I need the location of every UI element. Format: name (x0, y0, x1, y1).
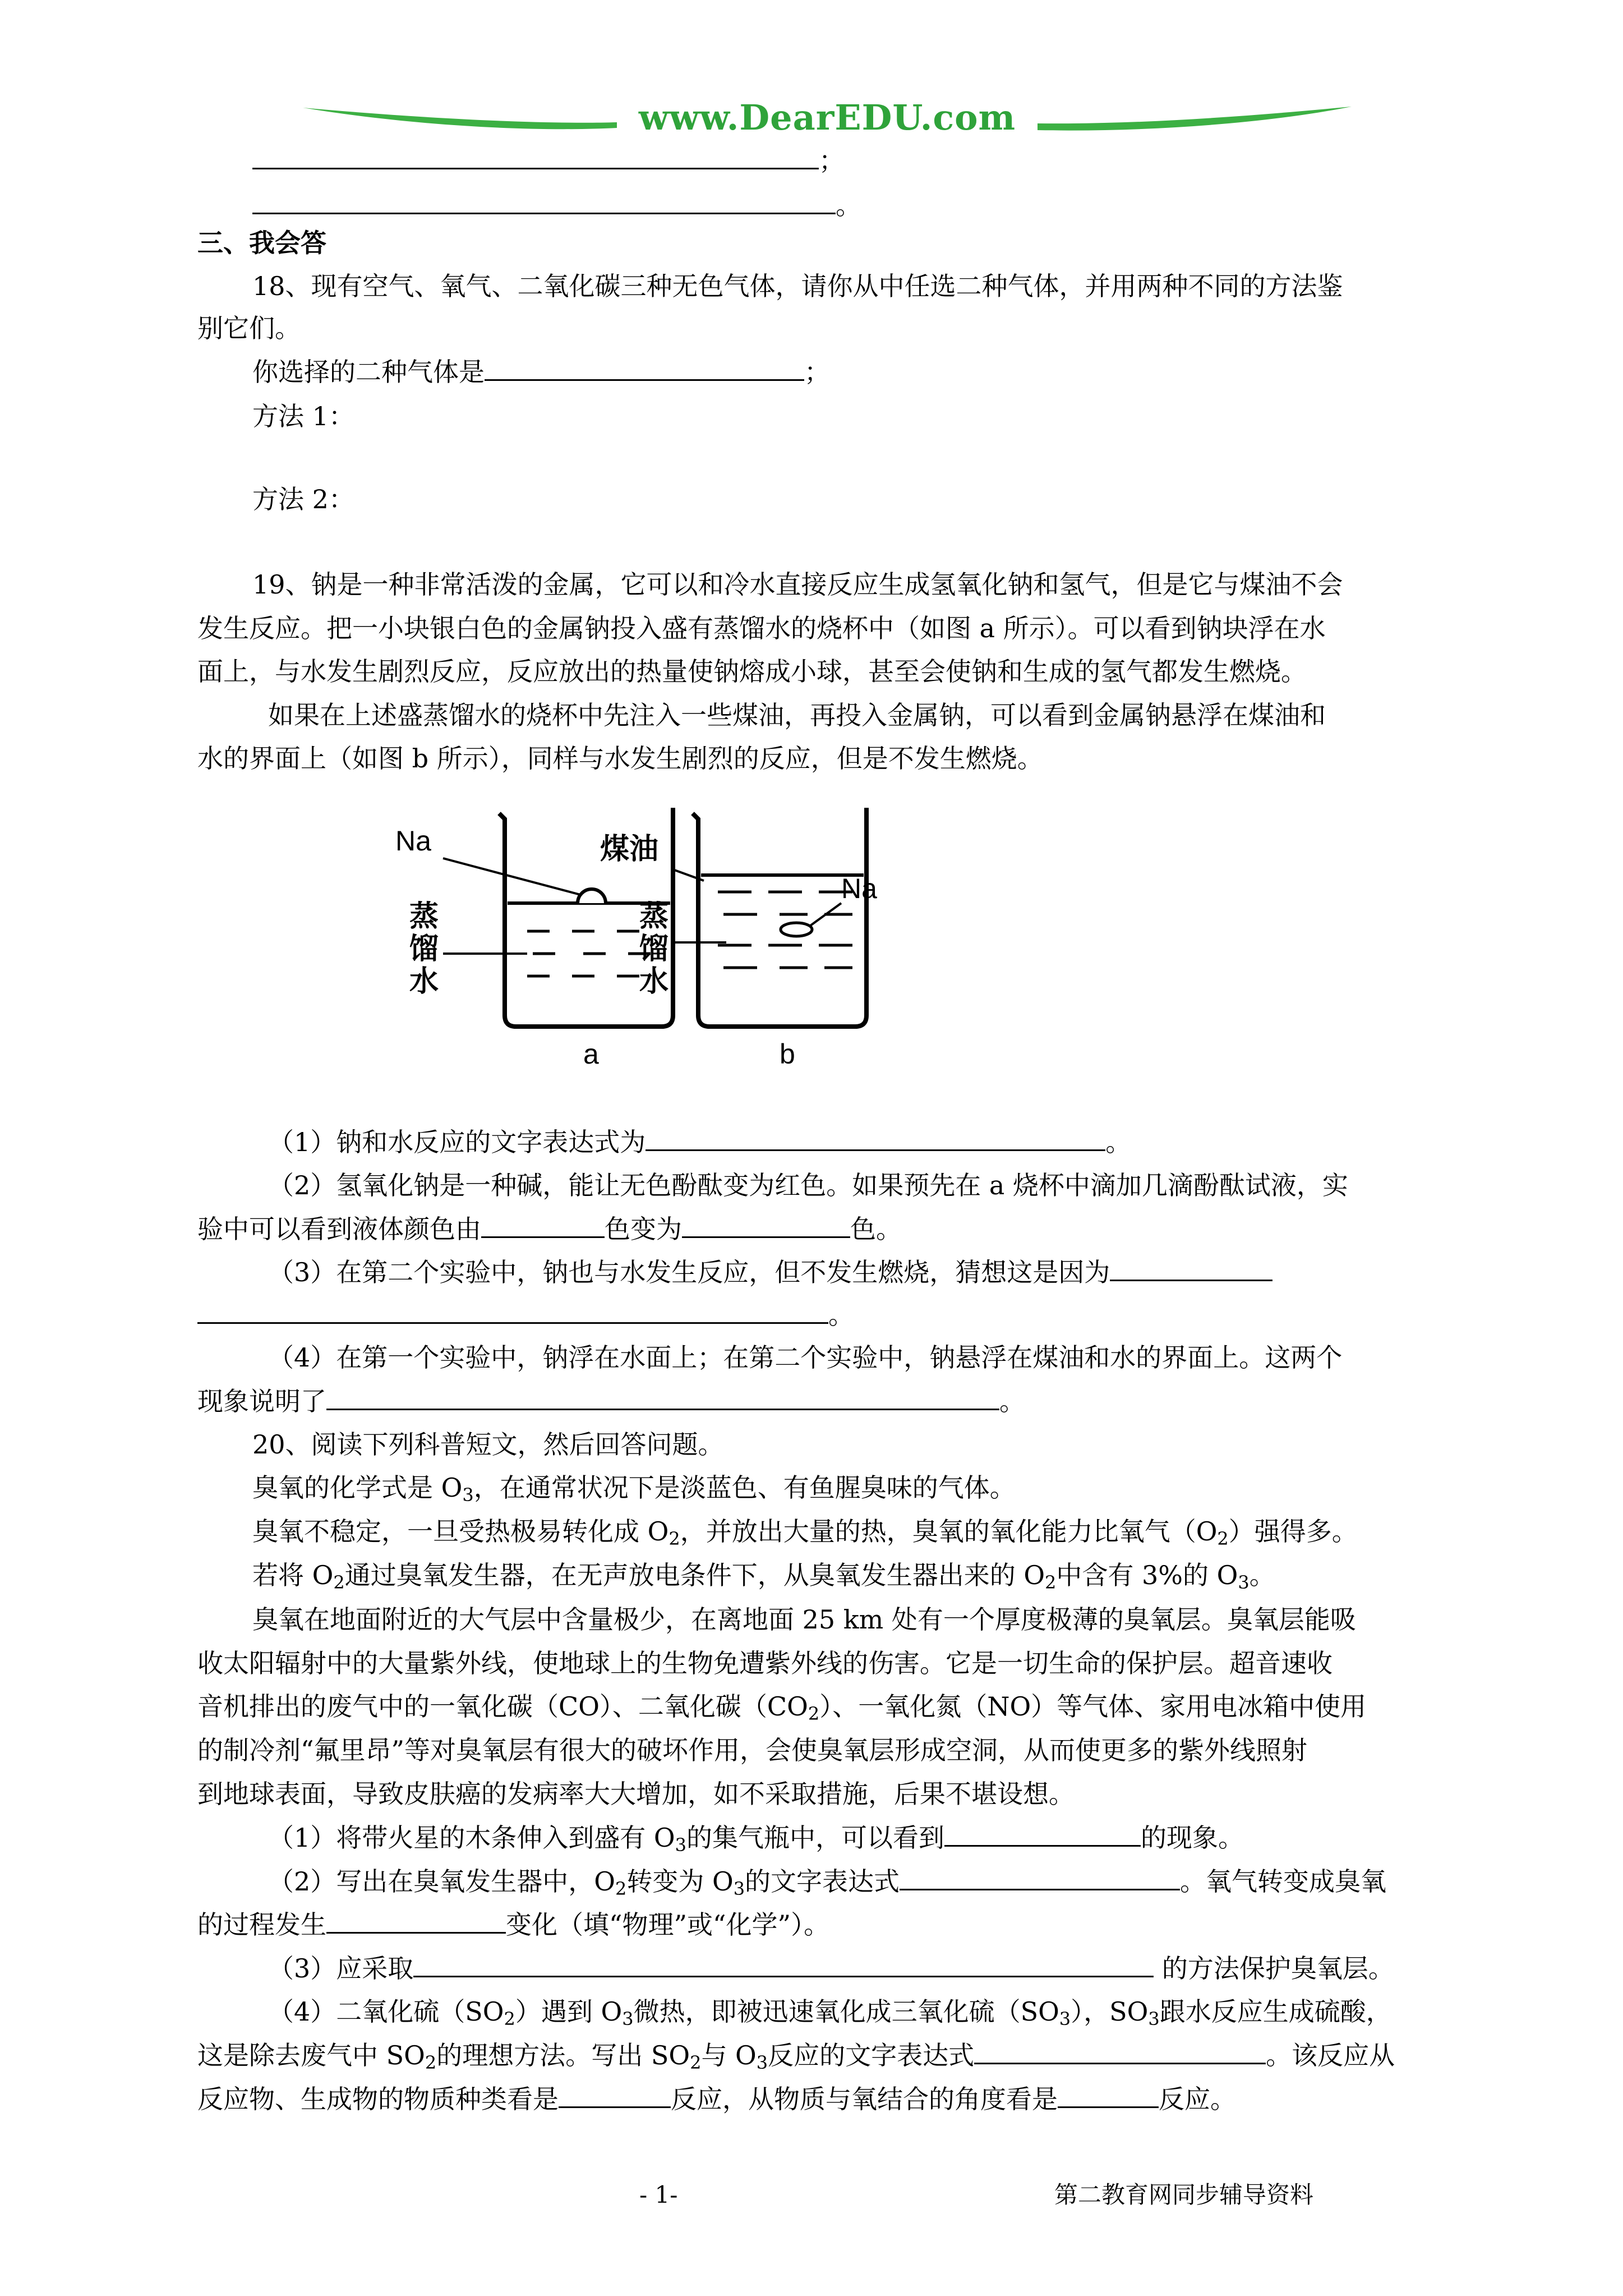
reason-blank-continued[interactable] (197, 1297, 828, 1324)
answer-line-2: 。 (252, 188, 861, 222)
q19-sub-1: （1）钠和水反应的文字表达式为 。 (268, 1125, 1131, 1159)
q19-p1-line-1: 19、钠是一种非常活泼的金属，它可以和冷水直接反应生成氢氧化钠和氢气，但是它与煤油不会 (252, 569, 1343, 600)
beaker-diagram (393, 791, 987, 1077)
blank[interactable] (252, 188, 836, 214)
q20-p4-line-2: 收太阳辐射中的大量紫外线，使地球上的生物免遭紫外线的伤害。它是一切生命的保护层。超音速收 (197, 1648, 1332, 1678)
answer-line-1: ； (252, 143, 845, 177)
q18-method-1: 方法 1： (252, 401, 354, 431)
q20-p2: 臭氧不稳定，一旦受热极易转化成 $O_2$，并放出大量的热，臭氧的氧化能力比氧气$(O_2)$强得多。 (252, 1516, 1358, 1549)
beaker-figure (393, 791, 987, 1077)
q20-sub-4-line-1: （4）二氧化硫$(SO_2)$遇到 $O_3$微热，即被迅速氧化成三氧化硫$(SO_3)$，$SO_3$跟水反应生成硫酸， (268, 1996, 1392, 2030)
figure-a-water-label: 蒸馏水 (409, 899, 439, 999)
q19-sub-2-line-2: 验中可以看到液体颜色由 色变为 色。 (197, 1212, 902, 1246)
phenomenon-blank[interactable] (944, 1820, 1141, 1847)
figure-b-oil-label: 煤油 (600, 832, 659, 866)
q20-sub-4-line-2: 这是除去废气中 $SO_2$的理想方法。写出 $SO_2$与 $O_3$反应的文字表达式 。该反应从 (197, 2038, 1395, 2079)
figure-a-caption: a (583, 1038, 599, 1070)
q19-p2-line-2: 水的界面上（如图 b 所示），同样与水发生剧烈的反应，但是不发生燃烧。 (197, 743, 1043, 774)
change-type-blank[interactable] (326, 1907, 506, 1934)
color-from-blank[interactable] (481, 1212, 605, 1238)
footer-source: 第二教育网同步辅导资料 (1054, 2181, 1314, 2208)
gas-choice-blank[interactable] (485, 355, 804, 381)
q19-sub-4-line-2: 现象说明了 。 (197, 1384, 1025, 1418)
q18-method-2: 方法 2： (252, 484, 354, 514)
q19-p2-line-1: 如果在上述盛蒸馏水的烧杯中先注入一些煤油，再投入金属钠，可以看到金属钠悬浮在煤油和 (268, 700, 1326, 730)
q20-sub-2-line-2: 的过程发生 变化（填“物理”或“化学”）。 (197, 1907, 829, 1941)
q20-p4-line-3: 音机排出的废气中的一氧化碳（CO）、二氧化碳$(CO_2)$、一氧化氮（NO）等气体、家用电冰箱中使用 (197, 1691, 1367, 1724)
color-to-blank[interactable] (682, 1212, 850, 1238)
so2-equation-blank[interactable] (974, 2038, 1266, 2064)
site-brand-logo[interactable]: www.DearEDU.com (638, 97, 1016, 138)
figure-b-caption: b (780, 1038, 795, 1070)
q20-sub-4-line-3: 反应物、生成物的物质种类看是 反应，从物质与氧结合的角度看是 反应。 (197, 2082, 1236, 2116)
section-heading: 三、我会答 (197, 228, 326, 258)
figure-b-water-label: 蒸馏水 (639, 899, 669, 999)
q20-intro: 20、阅读下列科普短文，然后回答问题。 (252, 1429, 724, 1460)
q20-p3: 若将 $O_2$通过臭氧发生器，在无声放电条件下，从臭氧发生器出来的 $O_2$中含有 3%的 $O_3$。 (252, 1560, 1275, 1593)
oxidation-type-blank[interactable] (1058, 2082, 1159, 2108)
protection-method-blank[interactable] (413, 1951, 1154, 1977)
q20-sub-3: （3）应采取 的方法保护臭氧层。 (268, 1951, 1394, 1985)
equation-blank[interactable] (645, 1125, 1105, 1151)
q18-line-1: 18、现有空气、氧气、二氧化碳三种无色气体，请你从中任选二种气体，并用两种不同的方法鉴 (252, 271, 1343, 301)
q18-choice: 你选择的二种气体是 ； (252, 355, 830, 389)
blank[interactable] (252, 143, 819, 169)
reaction-type-blank[interactable] (559, 2082, 671, 2108)
reason-blank[interactable] (1110, 1255, 1272, 1281)
q19-sub-3-line-1: （3）在第二个实验中，钠也与水发生反应，但不发生燃烧，猜想这是因为 (268, 1255, 1272, 1289)
figure-b-na-label: Na (841, 873, 877, 904)
q19-sub-2-line-1: （2）氢氧化钠是一种碱，能让无色酚酞变为红色。如果预先在 a 烧杯中滴加几滴酚酞试液，实 (268, 1170, 1348, 1200)
q20-sub-2-line-1: （2）写出在臭氧发生器中，$O_2$转变为 $O_3$的文字表达式 。氧气转变成臭氧 (268, 1864, 1386, 1906)
q20-sub-1: （1）将带火星的木条伸入到盛有 $O_3$的集气瓶中，可以看到 的现象。 (268, 1820, 1244, 1862)
q20-p4-line-4: 的制冷剂“氟里昂”等对臭氧层有很大的破坏作用，会使臭氧层形成空洞，从而使更多的紫外线照射 (197, 1735, 1308, 1765)
site-header-banner (303, 95, 1352, 140)
q19-sub-4-line-1: （4）在第一个实验中，钠浮在水面上；在第二个实验中，钠悬浮在煤油和水的界面上。这两个 (268, 1342, 1343, 1373)
ozone-equation-blank[interactable] (900, 1864, 1180, 1890)
q20-p1: 臭氧的化学式是 $O_3$，在通常状况下是淡蓝色、有鱼腥臭味的气体。 (252, 1473, 1016, 1506)
q19-p1-line-3: 面上，与水发生剧烈反应，反应放出的热量使钠熔成小球，甚至会使钠和生成的氢气都发生燃烧。 (197, 656, 1307, 687)
q19-p1-line-2: 发生反应。把一小块银白色的金属钠投入盛有蒸馏水的烧杯中（如图 a 所示）。可以看到钠块浮在水 (197, 613, 1326, 643)
explanation-blank[interactable] (326, 1384, 999, 1410)
q18-line-2: 别它们。 (197, 313, 301, 343)
figure-a-na-label: Na (395, 825, 431, 857)
q19-sub-3-line-2: 。 (197, 1297, 854, 1332)
q20-p4-line-1: 臭氧在地面附近的大气层中含量极少，在离地面 25 km 处有一个厚度极薄的臭氧层。臭氧层能吸 (252, 1604, 1356, 1635)
q20-p4-line-5: 到地球表面，导致皮肤癌的发病率大大增加，如不采取措施，后果不堪设想。 (197, 1779, 1075, 1809)
page-number: - 1- (639, 2181, 678, 2208)
